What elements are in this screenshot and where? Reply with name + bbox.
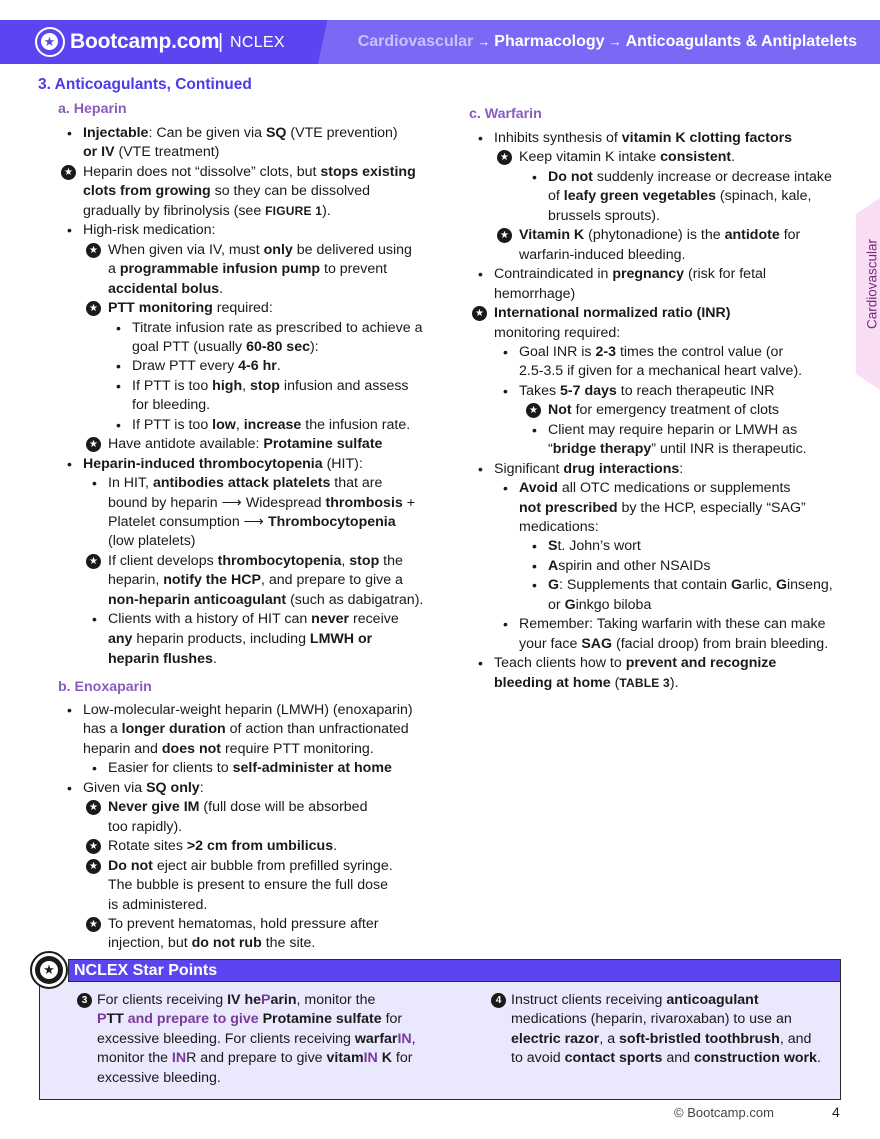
text-line: ★ Rotate sites >2 cm from umbilicus.: [108, 837, 337, 856]
text-line: • Easier for clients to self-administer at home: [108, 759, 392, 778]
star-point-icon: ★: [86, 243, 101, 258]
text-line: excessive bleeding. For clients receiving warfarIN,: [97, 1030, 416, 1047]
text-line: is administered.: [108, 896, 208, 913]
text-line: • Given via SQ only:: [83, 779, 204, 798]
text-line: has a longer duration of action than unfractionated: [83, 721, 409, 738]
text-line: (low platelets): [108, 533, 196, 550]
text-line: bound by heparin ⟶ Widespread thrombosis +: [108, 494, 416, 511]
text-line: 2.5-3.5 if given for a mechanical heart valve).: [519, 363, 803, 380]
text-line: ★ To prevent hematomas, hold pressure after: [108, 915, 379, 934]
text-line: • In HIT, antibodies attack platelets that are: [108, 474, 382, 493]
text-line: • Titrate infusion rate as prescribed to achieve a: [132, 319, 422, 338]
text-line: injection, but do not rub the site.: [108, 935, 316, 952]
star-point-icon: ★: [86, 859, 101, 874]
star-point-icon: ★: [86, 800, 101, 815]
text-line: too rapidly).: [108, 818, 183, 835]
text-line: ★ Keep vitamin K intake consistent.: [519, 148, 735, 167]
star-point-icon: ★: [86, 839, 101, 854]
text-line: 3 For clients receiving IV heParin, monitor the: [97, 991, 375, 1010]
text-line: or IV (VTE treatment): [83, 144, 220, 161]
enoxaparin-heading: b. Enoxaparin: [58, 679, 152, 695]
text-line: goal PTT (usually 60-80 sec):: [132, 338, 319, 355]
text-line: medications (heparin, rivaroxaban) to use an: [511, 1011, 792, 1028]
text-line: • Draw PTT every 4-6 hr.: [132, 357, 281, 376]
text-line: • Heparin-induced thrombocytopenia (HIT):: [83, 455, 363, 474]
star-point-icon: ★: [61, 165, 76, 180]
text-line: not prescribed by the HCP, especially “SAG”: [519, 499, 806, 516]
star-points-title: NCLEX Star Points: [74, 962, 218, 979]
text-line: Platelet consumption ⟶ Thrombocytopenia: [108, 514, 396, 530]
text-line: • Significant drug interactions:: [494, 460, 683, 479]
text-line: of leafy green vegetables (spinach, kale,: [548, 188, 812, 205]
text-line: The bubble is present to ensure the full dose: [108, 877, 388, 894]
text-line: • Takes 5-7 days to reach therapeutic INR: [519, 382, 775, 401]
section-title: 3. Anticoagulants, Continued: [38, 76, 252, 93]
text-line: your face SAG (facial droop) from brain bleeding.: [519, 635, 829, 652]
heparin-heading: a. Heparin: [58, 101, 127, 117]
text-line: heparin flushes.: [108, 651, 217, 668]
brand-separator: |: [218, 31, 224, 53]
text-line: electric razor, a soft-bristled toothbrush, and: [511, 1030, 812, 1047]
breadcrumb-item-pharmacology[interactable]: Pharmacology: [494, 33, 605, 50]
star-point-icon: ★: [86, 917, 101, 932]
text-line: • Client may require heparin or LMWH as: [548, 421, 797, 440]
warfarin-heading: c. Warfarin: [469, 106, 542, 122]
text-line: • If PTT is too high, stop infusion and assess: [132, 377, 409, 396]
side-section-tab-label: Cardiovascular: [864, 238, 880, 330]
star-point-number: 3: [77, 993, 92, 1008]
footer-brand: © Bootcamp.com: [674, 1105, 774, 1120]
text-line: ★ Vitamin K (phytonadione) is the antidote for: [519, 226, 800, 245]
text-line: monitor the INR and prepare to give vitamIN K for: [97, 1050, 413, 1067]
text-line: “bridge therapy” until INR is therapeutic.: [548, 441, 807, 458]
text-line: • Goal INR is 2-3 times the control value (or: [519, 343, 783, 362]
text-line: brussels sprouts).: [548, 207, 660, 224]
text-line: or Ginkgo biloba: [548, 596, 652, 613]
text-line: • High-risk medication:: [83, 221, 215, 240]
page-header: [0, 0, 880, 64]
text-line: • St. John’s wort: [548, 537, 641, 556]
star-point-icon: ★: [472, 306, 487, 321]
text-line: • Contraindicated in pregnancy (risk for fetal: [494, 265, 766, 284]
text-line: ★ When given via IV, must only be delivered using: [108, 241, 412, 260]
text-line: 4 Instruct clients receiving anticoagulant: [511, 991, 759, 1010]
star-point-number: 4: [491, 993, 506, 1008]
text-line: medications:: [519, 519, 599, 535]
text-line: PTT and prepare to give Protamine sulfate for: [97, 1011, 403, 1028]
text-line: • Inhibits synthesis of vitamin K clotting factors: [494, 129, 792, 148]
text-line: • Avoid all OTC medications or supplements: [519, 479, 791, 498]
text-line: accidental bolus.: [108, 280, 224, 297]
text-line: • Remember: Taking warfarin with these can make: [519, 615, 825, 634]
text-line: bleeding at home (TABLE 3).: [494, 674, 679, 691]
breadcrumb: [358, 31, 857, 53]
breadcrumb-item-cardiovascular[interactable]: Cardiovascular: [357, 33, 474, 50]
text-line: heparin, notify the HCP, and prepare to give a: [108, 572, 403, 589]
star-point-icon: ★: [497, 150, 512, 165]
text-line: • Injectable: Can be given via SQ (VTE prevention): [83, 124, 398, 143]
star-points-icon: ★: [30, 951, 68, 989]
text-line: gradually by fibrinolysis (see FIGURE 1).: [83, 202, 331, 219]
text-line: • If PTT is too low, increase the infusion rate.: [132, 416, 410, 435]
bootcamp-logo-icon: ★: [35, 27, 65, 57]
text-line: ★ If client develops thrombocytopenia, stop the: [108, 552, 403, 571]
text-line: non-heparin anticoagulant (such as dabigatran).: [108, 591, 424, 608]
text-line: • Low-molecular-weight heparin (LMWH) (enoxaparin): [83, 701, 413, 720]
text-line: ★ PTT monitoring required:: [108, 299, 273, 318]
brand-name: Bootcamp.com: [70, 30, 220, 53]
star-point-icon: ★: [497, 228, 512, 243]
text-line: ★ Do not eject air bubble from prefilled syringe.: [108, 857, 393, 876]
text-line: • G: Supplements that contain Garlic, Ginseng,: [548, 576, 833, 595]
text-line: for bleeding.: [132, 397, 211, 414]
text-line: to avoid contact sports and construction work.: [511, 1050, 821, 1067]
text-line: heparin and does not require PTT monitoring.: [83, 740, 374, 757]
text-line: • Clients with a history of HIT can never receive: [108, 610, 399, 629]
star-point-icon: ★: [86, 554, 101, 569]
breadcrumb-item-anticoagulants[interactable]: Anticoagulants & Antiplatelets: [625, 33, 857, 50]
text-line: • Do not suddenly increase or decrease intake: [548, 168, 832, 187]
text-line: hemorrhage): [494, 285, 576, 302]
arrow-right-icon: →: [477, 34, 491, 49]
text-line: clots from growing so they can be dissolved: [83, 183, 370, 200]
text-line: monitoring required:: [494, 324, 621, 341]
page-number: 4: [832, 1104, 840, 1120]
text-line: ★ Never give IM (full dose will be absorbed: [108, 798, 367, 817]
star-point-icon: ★: [526, 403, 541, 418]
text-line: ★ International normalized ratio (INR): [494, 304, 730, 323]
text-line: any heparin products, including LMWH or: [108, 630, 373, 647]
brand-product: NCLEX: [230, 34, 285, 51]
text-line: • Aspirin and other NSAIDs: [548, 557, 710, 576]
text-line: warfarin-induced bleeding.: [519, 246, 686, 263]
text-line: ★ Heparin does not “dissolve” clots, but stops existing: [83, 163, 416, 182]
text-line: a programmable infusion pump to prevent: [108, 261, 388, 278]
text-line: ★ Have antidote available: Protamine sulfate: [108, 435, 382, 454]
star-point-icon: ★: [86, 437, 101, 452]
arrow-right-icon: →: [608, 34, 622, 49]
text-line: excessive bleeding.: [97, 1069, 221, 1086]
star-point-icon: ★: [86, 301, 101, 316]
text-line: • Teach clients how to prevent and recognize: [494, 654, 776, 673]
text-line: ★ Not for emergency treatment of clots: [548, 401, 779, 420]
